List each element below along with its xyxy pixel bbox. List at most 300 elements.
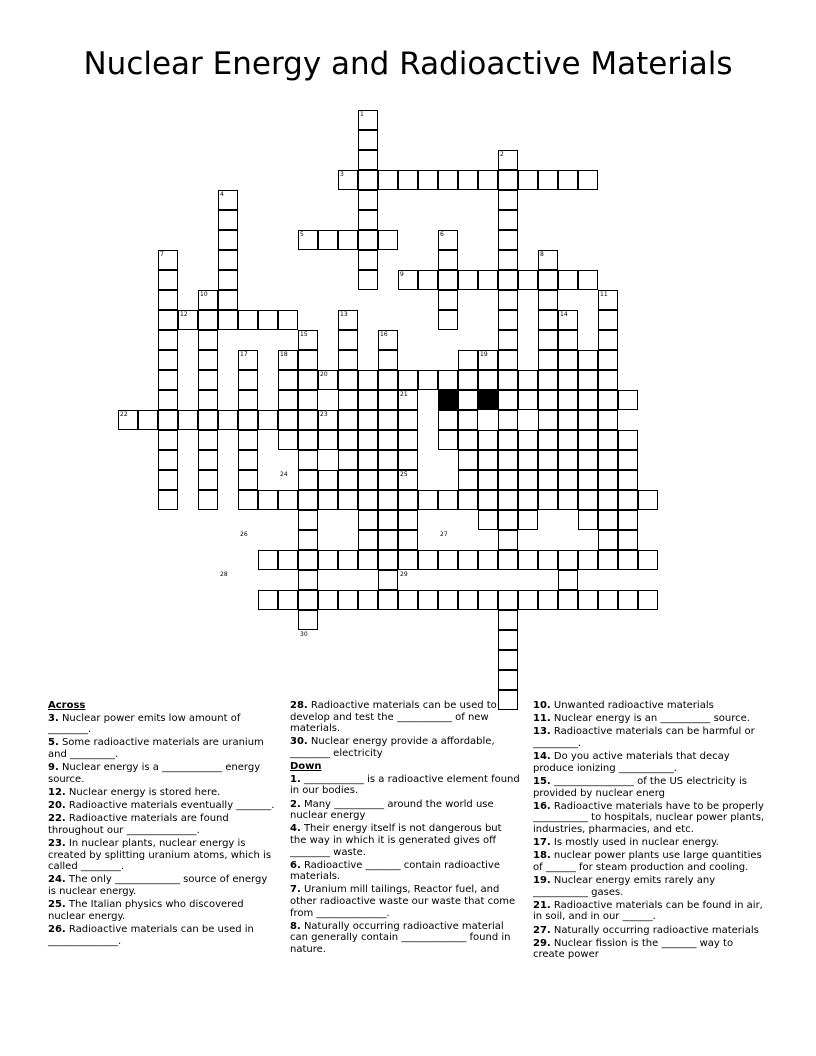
grid-cell[interactable] xyxy=(438,250,458,270)
grid-cell[interactable] xyxy=(298,430,318,450)
grid-cell[interactable] xyxy=(158,370,178,390)
grid-cell[interactable] xyxy=(598,490,618,510)
grid-cell[interactable] xyxy=(338,450,358,470)
grid-cell[interactable] xyxy=(158,290,178,310)
grid-cell[interactable] xyxy=(278,550,298,570)
grid-cell[interactable] xyxy=(358,270,378,290)
grid-cell[interactable] xyxy=(358,470,378,490)
grid-cell[interactable] xyxy=(478,350,498,370)
grid-cell[interactable] xyxy=(358,150,378,170)
grid-cell[interactable] xyxy=(458,450,478,470)
grid-cell[interactable] xyxy=(618,430,638,450)
grid-cell[interactable] xyxy=(238,450,258,470)
grid-cell[interactable] xyxy=(258,490,278,510)
grid-cell[interactable] xyxy=(198,350,218,370)
grid-cell[interactable] xyxy=(258,410,278,430)
grid-cell[interactable] xyxy=(438,270,458,290)
grid-cell[interactable] xyxy=(498,350,518,370)
grid-cell[interactable] xyxy=(538,270,558,290)
grid-cell[interactable] xyxy=(498,410,518,430)
grid-cell[interactable] xyxy=(478,470,498,490)
grid-cell[interactable] xyxy=(478,590,498,610)
grid-cell[interactable] xyxy=(358,230,378,250)
grid-cell[interactable] xyxy=(398,170,418,190)
grid-cell[interactable] xyxy=(498,150,518,170)
grid-cell[interactable] xyxy=(438,370,458,390)
grid-cell[interactable] xyxy=(518,270,538,290)
grid-cell[interactable] xyxy=(498,210,518,230)
grid-cell[interactable] xyxy=(438,590,458,610)
grid-cell[interactable] xyxy=(358,190,378,210)
grid-cell[interactable] xyxy=(358,170,378,190)
grid-cell[interactable] xyxy=(478,550,498,570)
grid-cell[interactable] xyxy=(198,330,218,350)
grid-cell[interactable] xyxy=(238,350,258,370)
grid-cell[interactable] xyxy=(598,430,618,450)
grid-cell[interactable] xyxy=(238,390,258,410)
grid-cell[interactable] xyxy=(458,550,478,570)
grid-cell[interactable] xyxy=(618,450,638,470)
grid-cell[interactable] xyxy=(358,550,378,570)
grid-cell[interactable] xyxy=(178,310,198,330)
grid-cell[interactable] xyxy=(518,590,538,610)
grid-cell[interactable] xyxy=(318,470,338,490)
grid-cell[interactable] xyxy=(338,390,358,410)
grid-cell[interactable] xyxy=(538,430,558,450)
grid-cell[interactable] xyxy=(218,230,238,250)
grid-cell[interactable] xyxy=(438,490,458,510)
grid-cell[interactable] xyxy=(518,490,538,510)
grid-cell[interactable] xyxy=(498,310,518,330)
grid-cell[interactable] xyxy=(538,490,558,510)
grid-cell[interactable] xyxy=(418,270,438,290)
grid-cell[interactable] xyxy=(398,510,418,530)
grid-cell[interactable] xyxy=(218,290,238,310)
grid-cell[interactable] xyxy=(198,310,218,330)
grid-cell[interactable] xyxy=(498,230,518,250)
grid-cell[interactable] xyxy=(338,550,358,570)
grid-cell[interactable] xyxy=(498,450,518,470)
grid-cell[interactable] xyxy=(378,350,398,370)
grid-cell[interactable] xyxy=(538,250,558,270)
grid-cell[interactable] xyxy=(498,530,518,550)
grid-cell[interactable] xyxy=(298,410,318,430)
grid-cell[interactable] xyxy=(378,490,398,510)
grid-cell[interactable] xyxy=(358,250,378,270)
grid-cell[interactable] xyxy=(458,470,478,490)
grid-cell[interactable] xyxy=(458,590,478,610)
grid-cell[interactable] xyxy=(398,490,418,510)
grid-cell[interactable] xyxy=(158,350,178,370)
grid-cell[interactable] xyxy=(478,450,498,470)
grid-cell[interactable] xyxy=(298,370,318,390)
grid-cell[interactable] xyxy=(558,450,578,470)
grid-cell[interactable] xyxy=(538,590,558,610)
grid-cell[interactable] xyxy=(578,410,598,430)
grid-cell[interactable] xyxy=(498,170,518,190)
grid-cell[interactable] xyxy=(378,230,398,250)
grid-cell[interactable] xyxy=(498,470,518,490)
grid-cell[interactable] xyxy=(518,550,538,570)
grid-cell[interactable] xyxy=(558,430,578,450)
grid-cell[interactable] xyxy=(298,550,318,570)
grid-cell[interactable] xyxy=(638,550,658,570)
grid-cell[interactable] xyxy=(438,290,458,310)
grid-cell[interactable] xyxy=(298,350,318,370)
grid-cell[interactable] xyxy=(158,430,178,450)
grid-cell[interactable] xyxy=(458,430,478,450)
grid-cell[interactable] xyxy=(378,330,398,350)
grid-cell[interactable] xyxy=(458,490,478,510)
grid-cell[interactable] xyxy=(158,450,178,470)
grid-cell[interactable] xyxy=(198,290,218,310)
grid-cell[interactable] xyxy=(598,290,618,310)
grid-cell[interactable] xyxy=(418,370,438,390)
grid-cell[interactable] xyxy=(458,270,478,290)
grid-cell[interactable] xyxy=(278,350,298,370)
grid-cell[interactable] xyxy=(338,350,358,370)
grid-cell[interactable] xyxy=(158,270,178,290)
grid-cell[interactable] xyxy=(578,270,598,290)
grid-cell[interactable] xyxy=(578,450,598,470)
grid-cell[interactable] xyxy=(478,510,498,530)
grid-cell[interactable] xyxy=(538,170,558,190)
grid-cell[interactable] xyxy=(558,310,578,330)
grid-cell[interactable] xyxy=(538,350,558,370)
grid-cell[interactable] xyxy=(278,310,298,330)
grid-cell[interactable] xyxy=(198,450,218,470)
grid-cell[interactable] xyxy=(578,590,598,610)
grid-cell[interactable] xyxy=(538,390,558,410)
grid-cell[interactable] xyxy=(318,230,338,250)
grid-cell[interactable] xyxy=(498,510,518,530)
grid-cell[interactable] xyxy=(458,390,478,410)
grid-cell[interactable] xyxy=(498,270,518,290)
grid-cell[interactable] xyxy=(358,110,378,130)
grid-cell[interactable] xyxy=(358,490,378,510)
grid-cell[interactable] xyxy=(478,370,498,390)
grid-cell[interactable] xyxy=(258,590,278,610)
grid-cell[interactable] xyxy=(498,650,518,670)
grid-cell[interactable] xyxy=(458,370,478,390)
grid-cell[interactable] xyxy=(278,490,298,510)
grid-cell[interactable] xyxy=(478,490,498,510)
grid-cell[interactable] xyxy=(358,450,378,470)
grid-cell[interactable] xyxy=(458,170,478,190)
grid-cell[interactable] xyxy=(598,450,618,470)
grid-cell[interactable] xyxy=(138,410,158,430)
grid-cell[interactable] xyxy=(538,470,558,490)
clue-number: 19. xyxy=(533,875,551,887)
grid-cell[interactable] xyxy=(338,330,358,350)
grid-cell[interactable] xyxy=(578,170,598,190)
grid-cell[interactable] xyxy=(218,310,238,330)
grid-cell[interactable] xyxy=(398,430,418,450)
grid-cell[interactable] xyxy=(298,530,318,550)
clue-text: Some radioactive materials are uranium and _________. xyxy=(48,737,264,760)
grid-cell[interactable] xyxy=(578,430,598,450)
grid-cell[interactable] xyxy=(538,330,558,350)
grid-cell[interactable] xyxy=(438,410,458,430)
grid-cell[interactable] xyxy=(438,310,458,330)
grid-cell[interactable] xyxy=(218,250,238,270)
grid-cell[interactable] xyxy=(378,470,398,490)
grid-cell[interactable] xyxy=(618,530,638,550)
grid-cell[interactable] xyxy=(558,410,578,430)
grid-cell[interactable] xyxy=(318,550,338,570)
down-clue xyxy=(533,751,765,774)
grid-cell[interactable] xyxy=(178,410,198,430)
grid-cell[interactable] xyxy=(618,470,638,490)
grid-cell[interactable] xyxy=(498,370,518,390)
grid-cell[interactable] xyxy=(518,510,538,530)
grid-cell[interactable] xyxy=(558,330,578,350)
grid-cell[interactable] xyxy=(598,550,618,570)
grid-cell[interactable] xyxy=(378,430,398,450)
grid-cell[interactable] xyxy=(378,390,398,410)
grid-cell[interactable] xyxy=(418,590,438,610)
grid-cell[interactable] xyxy=(438,430,458,450)
grid-cell[interactable] xyxy=(318,370,338,390)
grid-cell[interactable] xyxy=(538,410,558,430)
grid-cell[interactable] xyxy=(498,610,518,630)
grid-cell[interactable] xyxy=(378,590,398,610)
grid-cell[interactable] xyxy=(358,390,378,410)
grid-cell[interactable] xyxy=(298,330,318,350)
grid-cell[interactable] xyxy=(158,470,178,490)
grid-cell[interactable] xyxy=(158,390,178,410)
grid-cell[interactable] xyxy=(418,170,438,190)
grid-cell[interactable] xyxy=(458,410,478,430)
grid-cell[interactable] xyxy=(558,470,578,490)
grid-cell[interactable] xyxy=(218,410,238,430)
grid-cell[interactable] xyxy=(278,430,298,450)
grid-cell[interactable] xyxy=(278,390,298,410)
grid-cell[interactable] xyxy=(498,250,518,270)
grid-cell[interactable] xyxy=(398,390,418,410)
grid-cell[interactable] xyxy=(298,450,318,470)
grid-cell[interactable] xyxy=(558,270,578,290)
grid-cell[interactable] xyxy=(558,490,578,510)
grid-cell[interactable] xyxy=(198,370,218,390)
grid-cell[interactable] xyxy=(338,230,358,250)
grid-cell[interactable] xyxy=(538,310,558,330)
grid-cell[interactable] xyxy=(378,450,398,470)
grid-cell[interactable] xyxy=(158,410,178,430)
grid-cell[interactable] xyxy=(318,590,338,610)
grid-cell[interactable] xyxy=(338,590,358,610)
grid-cell[interactable] xyxy=(458,350,478,370)
grid-cell[interactable] xyxy=(598,410,618,430)
grid-cell[interactable] xyxy=(358,510,378,530)
grid-cell[interactable] xyxy=(518,450,538,470)
grid-cell[interactable] xyxy=(158,490,178,510)
grid-cell[interactable] xyxy=(418,550,438,570)
grid-cell[interactable] xyxy=(238,310,258,330)
grid-cell[interactable] xyxy=(498,430,518,450)
grid-cell[interactable] xyxy=(158,310,178,330)
grid-cell[interactable] xyxy=(378,550,398,570)
grid-cell[interactable] xyxy=(378,170,398,190)
down-clue xyxy=(533,938,765,961)
grid-cell[interactable] xyxy=(518,430,538,450)
grid-cell[interactable] xyxy=(438,230,458,250)
grid-cell[interactable] xyxy=(538,550,558,570)
grid-cell[interactable] xyxy=(558,370,578,390)
grid-cell[interactable] xyxy=(398,530,418,550)
grid-cell[interactable] xyxy=(318,410,338,430)
grid-cell[interactable] xyxy=(298,590,318,610)
grid-cell[interactable] xyxy=(218,270,238,290)
grid-cell[interactable] xyxy=(158,250,178,270)
grid-cell[interactable] xyxy=(578,370,598,390)
grid-cell[interactable] xyxy=(598,350,618,370)
grid-cell[interactable] xyxy=(398,550,418,570)
grid-cell[interactable] xyxy=(578,350,598,370)
grid-cell[interactable] xyxy=(298,390,318,410)
grid-cell[interactable] xyxy=(478,270,498,290)
grid-cell[interactable] xyxy=(498,630,518,650)
grid-cell[interactable] xyxy=(398,370,418,390)
grid-cell[interactable] xyxy=(338,310,358,330)
grid-cell[interactable] xyxy=(618,510,638,530)
grid-cell[interactable] xyxy=(578,550,598,570)
grid-cell[interactable] xyxy=(598,370,618,390)
grid-cell[interactable] xyxy=(218,190,238,210)
grid-cell[interactable] xyxy=(278,590,298,610)
grid-cell[interactable] xyxy=(398,270,418,290)
grid-cell[interactable] xyxy=(338,490,358,510)
grid-cell[interactable] xyxy=(558,390,578,410)
grid-cell[interactable] xyxy=(638,590,658,610)
grid-cell[interactable] xyxy=(498,670,518,690)
grid-cell[interactable] xyxy=(598,530,618,550)
grid-cell[interactable] xyxy=(538,370,558,390)
grid-cell[interactable] xyxy=(578,390,598,410)
grid-cell[interactable] xyxy=(398,590,418,610)
grid-cell[interactable] xyxy=(358,530,378,550)
grid-cell[interactable] xyxy=(578,470,598,490)
grid-cell[interactable] xyxy=(298,610,318,630)
grid-cell[interactable] xyxy=(118,410,138,430)
grid-cell[interactable] xyxy=(478,430,498,450)
grid-cell[interactable] xyxy=(318,490,338,510)
grid-cell[interactable] xyxy=(618,490,638,510)
grid-cell[interactable] xyxy=(558,550,578,570)
grid-cell[interactable] xyxy=(298,570,318,590)
grid-cell[interactable] xyxy=(278,370,298,390)
grid-cell[interactable] xyxy=(598,330,618,350)
grid-cell[interactable] xyxy=(398,470,418,490)
grid-cell[interactable] xyxy=(498,330,518,350)
grid-cell[interactable] xyxy=(238,490,258,510)
across-clue xyxy=(48,800,276,812)
grid-cell[interactable] xyxy=(558,570,578,590)
grid-cell[interactable] xyxy=(498,490,518,510)
grid-cell[interactable] xyxy=(338,410,358,430)
grid-cell[interactable] xyxy=(558,350,578,370)
grid-cell[interactable] xyxy=(598,510,618,530)
grid-cell[interactable] xyxy=(218,210,238,230)
grid-cell[interactable] xyxy=(398,450,418,470)
grid-cell[interactable] xyxy=(378,410,398,430)
grid-cell[interactable] xyxy=(238,430,258,450)
grid-cell[interactable] xyxy=(198,410,218,430)
grid-cell[interactable] xyxy=(398,410,418,430)
grid-cell[interactable] xyxy=(338,470,358,490)
grid-cell[interactable] xyxy=(198,390,218,410)
grid-cell[interactable] xyxy=(518,370,538,390)
grid-cell[interactable] xyxy=(578,510,598,530)
grid-cell[interactable] xyxy=(258,310,278,330)
grid-cell[interactable] xyxy=(558,170,578,190)
grid-cell[interactable] xyxy=(498,390,518,410)
grid-cell[interactable] xyxy=(298,490,318,510)
grid-cell[interactable] xyxy=(538,450,558,470)
grid-cell[interactable] xyxy=(298,470,318,490)
grid-cell[interactable] xyxy=(238,470,258,490)
grid-cell[interactable] xyxy=(478,170,498,190)
grid-cell[interactable] xyxy=(498,590,518,610)
grid-cell[interactable] xyxy=(518,390,538,410)
grid-cell[interactable] xyxy=(598,390,618,410)
grid-cell[interactable] xyxy=(378,570,398,590)
grid-cell[interactable] xyxy=(258,550,278,570)
grid-cell[interactable] xyxy=(358,370,378,390)
grid-cell[interactable] xyxy=(598,470,618,490)
grid-cell[interactable] xyxy=(438,550,458,570)
grid-cell[interactable] xyxy=(358,410,378,430)
grid-cell[interactable] xyxy=(238,410,258,430)
grid-cell[interactable] xyxy=(578,490,598,510)
grid-cell[interactable] xyxy=(278,410,298,430)
grid-cell[interactable] xyxy=(338,170,358,190)
grid-cell[interactable] xyxy=(318,430,338,450)
grid-cell[interactable] xyxy=(518,170,538,190)
grid-cell[interactable] xyxy=(378,370,398,390)
grid-cell[interactable] xyxy=(538,290,558,310)
grid-cell[interactable] xyxy=(358,590,378,610)
grid-cell[interactable] xyxy=(298,510,318,530)
grid-cell[interactable] xyxy=(638,490,658,510)
grid-cell[interactable] xyxy=(358,430,378,450)
grid-cell[interactable] xyxy=(598,310,618,330)
grid-cell[interactable] xyxy=(618,390,638,410)
grid-cell[interactable] xyxy=(198,490,218,510)
grid-cell[interactable] xyxy=(298,230,318,250)
grid-cell[interactable] xyxy=(198,470,218,490)
grid-cell[interactable] xyxy=(238,370,258,390)
grid-cell[interactable] xyxy=(498,550,518,570)
grid-cell[interactable] xyxy=(378,510,398,530)
grid-cell[interactable] xyxy=(518,470,538,490)
grid-cell[interactable] xyxy=(558,590,578,610)
grid-cell[interactable] xyxy=(198,430,218,450)
grid-cell[interactable] xyxy=(358,210,378,230)
grid-cell[interactable] xyxy=(338,370,358,390)
grid-cell[interactable] xyxy=(598,590,618,610)
grid-cell[interactable] xyxy=(618,550,638,570)
grid-cell[interactable] xyxy=(378,530,398,550)
grid-cell[interactable] xyxy=(498,190,518,210)
grid-cell[interactable] xyxy=(498,290,518,310)
grid-cell[interactable] xyxy=(158,330,178,350)
grid-cell[interactable] xyxy=(618,590,638,610)
grid-cell[interactable] xyxy=(418,490,438,510)
grid-cell[interactable] xyxy=(438,170,458,190)
grid-cell[interactable] xyxy=(338,430,358,450)
grid-cell[interactable] xyxy=(358,130,378,150)
